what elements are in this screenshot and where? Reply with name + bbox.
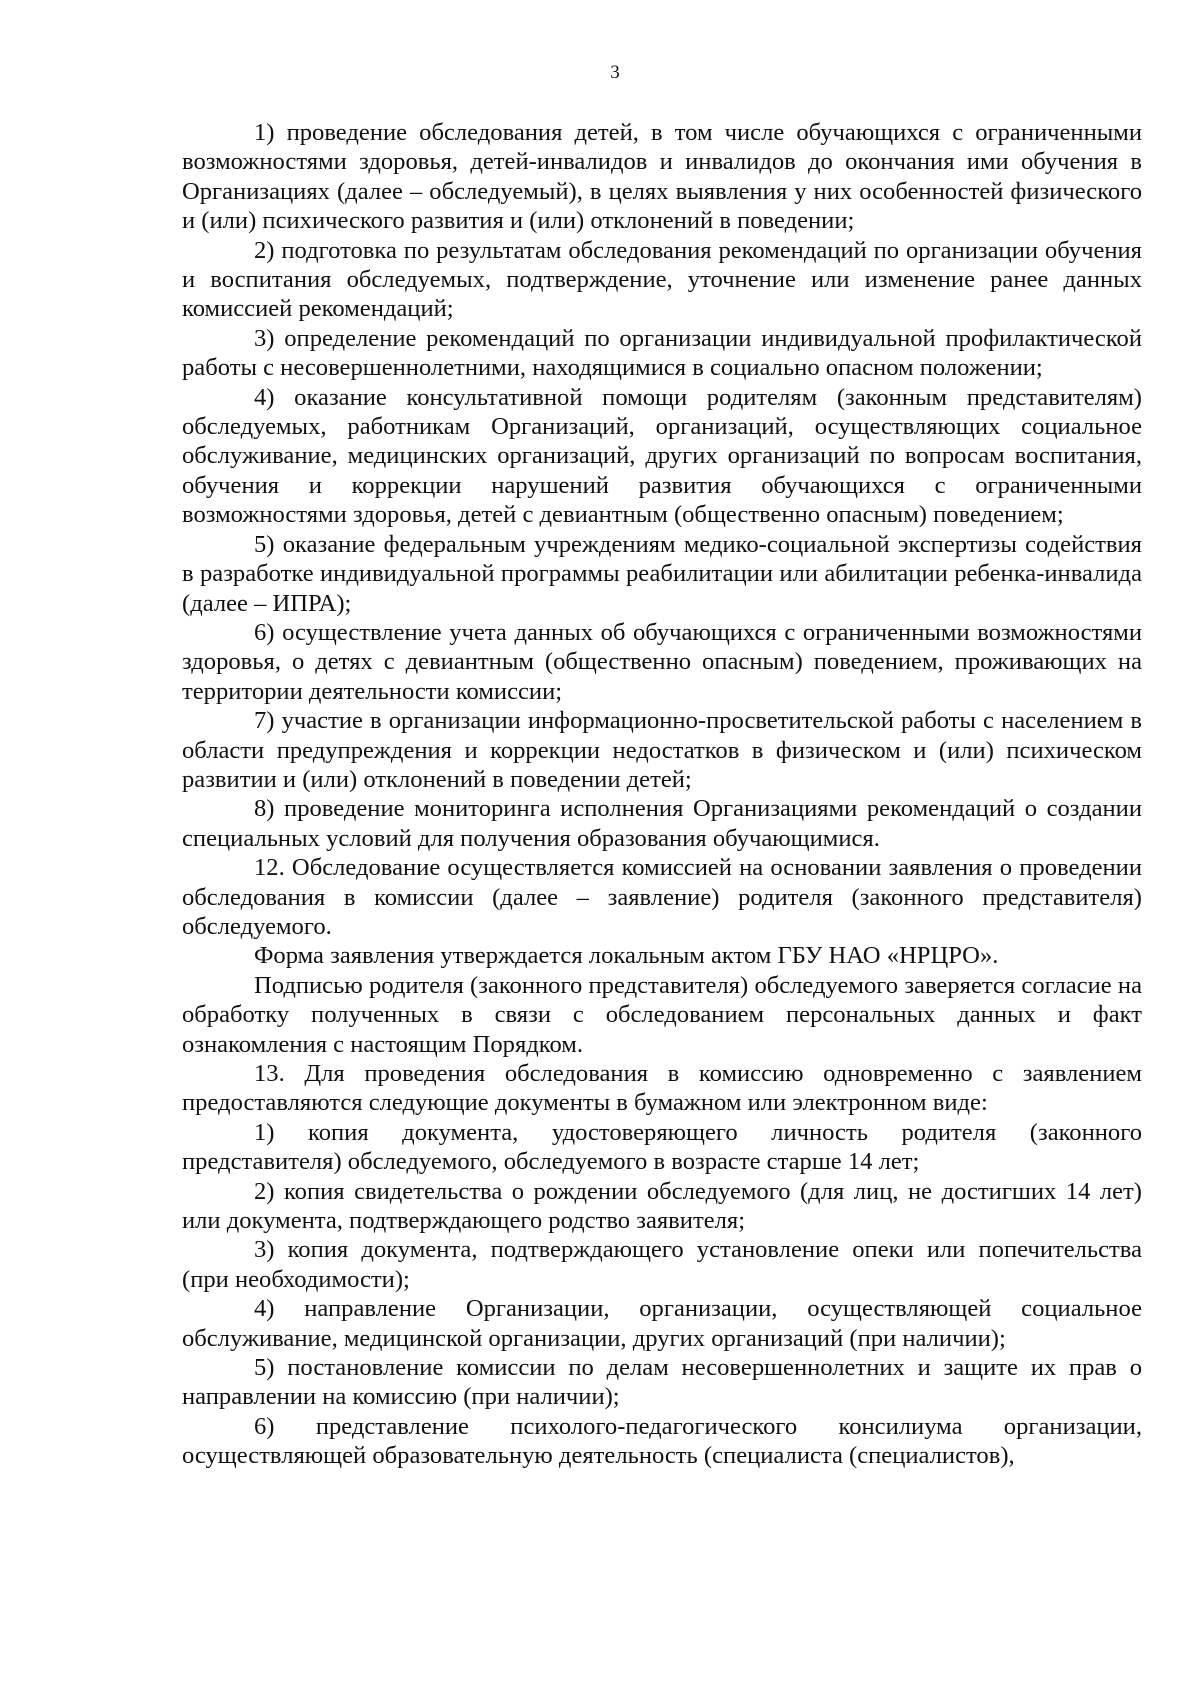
paragraph-item-5-ipra: 5) оказание федеральным учреждениям медико-социальной экспертизы содействия в разработке индивидуальной программы реабилитации или абилитации ребенка-инвалида (далее – ИПРА); [182, 530, 1142, 617]
page-number: 3 [610, 62, 620, 83]
paragraph-item-7-outreach: 7) участие в организации информационно-просветительской работы с населением в области предупреждения и коррекции недостатков в физическом и (или) психическом развитии и (или) отклонений в поведении детей; [182, 707, 1142, 793]
paragraph-doc-2-birth-certificate: 2) копия свидетельства о рождении обследуемого (для лиц, не достигших 14 лет) или документа, подтверждающего родство заявителя; [182, 1177, 1142, 1235]
paragraph-consent-signature: Подписью родителя (законного представителя) обследуемого заверяется согласие на обработку полученных в связи с обследованием персональных данных и факт ознакомления с настоящим Порядком. [182, 971, 1142, 1058]
document-body [182, 118, 1142, 1471]
paragraph-item-3-prevention: 3) определение рекомендаций по организации индивидуальной профилактической работы с несовершеннолетними, находящимися в социально опасном положении; [182, 324, 1142, 382]
paragraph-section-12: 12. Обследование осуществляется комиссией на основании заявления о проведении обследования в комиссии (далее – заявление) родителя (законного представителя) обследуемого. [182, 854, 1142, 940]
paragraph-item-4-consulting: 4) оказание консультативной помощи родителям (законным представителям) обследуемых, работникам Организаций, организаций, осуществляющих социальное обслуживание, медицинских организаций, других организаций по вопросам воспитания, обучения и коррекции нарушений развития обучающихся с ограниченными возможностями здоровья, детей с девиантным (общественно опасным) поведением; [182, 383, 1142, 529]
paragraph-item-2-recommendations: 2) подготовка по результатам обследования рекомендаций по организации обучения и воспитания обследуемых, подтверждение, уточнение или изменение ранее данных комиссией рекомендаций; [182, 236, 1142, 323]
paragraph-doc-3-guardianship: 3) копия документа, подтверждающего установление опеки или попечительства (при необходимости); [182, 1236, 1142, 1293]
paragraph-doc-5-commission-resolution: 5) постановление комиссии по делам несовершеннолетних и защите их прав о направлении на комиссию (при наличии); [182, 1354, 1142, 1411]
paragraph-section-13: 13. Для проведения обследования в комиссию одновременно с заявлением предоставляются следующие документы в бумажном или электронном виде: [182, 1060, 1142, 1117]
paragraph-doc-1-identity: 1) копия документа, удостоверяющего личность родителя (законного представителя) обследуемого, обследуемого в возрасте старше 14 лет; [182, 1118, 1142, 1176]
paragraph-application-form: Форма заявления утверждается локальным актом ГБУ НАО «НРЦРО». [254, 942, 999, 970]
paragraph-doc-4-referral: 4) направление Организации, организации, осуществляющей социальное обслуживание, медицинской организации, других организаций (при наличии); [182, 1295, 1142, 1352]
paragraph-item-8-monitoring: 8) проведение мониторинга исполнения Организациями рекомендаций о создании специальных условий для получения образования обучающимися. [182, 795, 1142, 852]
paragraph-doc-6-council-statement: 6) представление психолого-педагогического консилиума организации, осуществляющей образовательную деятельность (специалиста (специалистов), [182, 1412, 1142, 1470]
paragraph-item-1-examination: 1) проведение обследования детей, в том числе обучающихся с ограниченными возможностями здоровья, детей-инвалидов и инвалидов до окончания ими обучения в Организациях (далее – обследуемый), в целях выявления у них особенностей физического и (или) психического развития и (или) отклонений в поведении; [182, 119, 1142, 235]
paragraph-item-6-records: 6) осуществление учета данных об обучающихся с ограниченными возможностями здоровья, о детях с девиантным (общественно опасным) поведением, проживающих на территории деятельности комиссии; [182, 618, 1142, 705]
